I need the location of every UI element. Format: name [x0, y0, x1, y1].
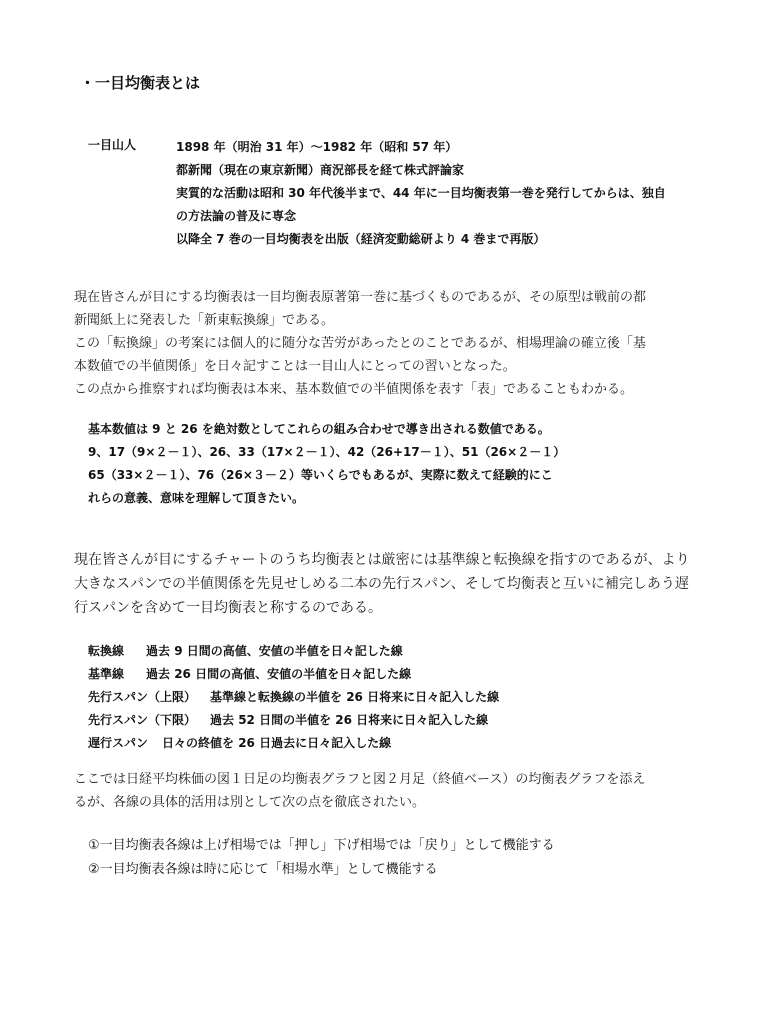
usage-paragraph	[74, 768, 704, 814]
bio-label: 一目山人	[88, 138, 137, 152]
line-definitions	[88, 640, 499, 755]
line-name: 遅行スパン	[88, 736, 149, 750]
text-line: 行スパンを含めて一目均衡表と称するのである。	[74, 600, 382, 616]
text-line: 新聞紙上に発表した「新東転換線」である。	[74, 313, 335, 328]
text-line: この点から推察すれば均衡表は本来、基本数値での半値関係を表す「表」であることもわかる。	[74, 382, 634, 397]
line-definition-row	[88, 686, 499, 709]
text-line: 65（33×２－１）、76（26×３－２）等いくらでもあるが、実際に数えて経験的にこ	[88, 468, 553, 482]
bio-line: の方法論の普及に専念	[176, 209, 297, 223]
text-line: 本数値での半値関係」を日々記すことは一目山人にとっての習いとなった。	[74, 359, 516, 374]
text-line: ここでは日経平均株価の図１日足の均衡表グラフと図２月足（終値ベース）の均衡表グラフを添え	[74, 772, 646, 787]
line-description: 日々の終値を 26 日過去に日々記入した線	[162, 736, 392, 750]
bio-line: 実質的な活動は昭和 30 年代後半まで、44 年に一目均衡表第一巻を発行してからは、独自	[176, 186, 666, 200]
bio-line: 都新聞（現在の東京新聞）商況部長を経て株式評論家	[176, 163, 465, 177]
line-description: 過去 9 日間の高値、安値の半値を日々記した線	[146, 644, 403, 658]
line-name: 先行スパン（下限）	[88, 713, 197, 727]
basic-numbers-block	[88, 418, 565, 510]
section-title: ・一目均衡表とは	[80, 74, 201, 92]
line-description: 基準線と転換線の半値を 26 日将来に日々記入した線	[210, 690, 500, 704]
text-line: 大きなスパンでの半値関係を先見せしめる二本の先行スパン、そして均衡表と互いに補完しあう遅	[74, 576, 689, 592]
line-definition-row	[88, 663, 499, 686]
bio-lines	[176, 136, 696, 251]
definition-paragraph	[74, 548, 704, 620]
line-definition-row	[88, 732, 499, 755]
text-line: 9、17（9×２－１）、26、33（17×２－１）、42（26+17－１）、51（26×２－１）	[88, 445, 566, 459]
text-line: 現在皆さんが目にする均衡表は一目均衡表原著第一巻に基づくものであるが、その原型は戦前の都	[74, 290, 647, 305]
text-line: この「転換線」の考案には個人的に随分な苦労があったとのことであるが、相場理論の確立後「基	[74, 336, 646, 351]
line-name: 基準線	[88, 667, 125, 681]
line-definition-row	[88, 709, 499, 732]
text-line: 現在皆さんが目にするチャートのうち均衡表とは厳密には基準線と転換線を指すのであるが、より	[74, 552, 690, 568]
text-line: れらの意義、意味を理解して頂きたい。	[88, 491, 305, 505]
text-line: るが、各線の具体的活用は別として次の点を徹底されたい。	[74, 795, 426, 810]
line-description: 過去 52 日間の半値を 26 日将来に日々記入した線	[210, 713, 489, 727]
line-definition-row	[88, 640, 499, 663]
line-name: 転換線	[88, 644, 125, 658]
line-description: 過去 26 日間の高値、安値の半値を日々記した線	[146, 667, 412, 681]
bio-line: 1898 年（明治 31 年）～1982 年（昭和 57 年）	[176, 140, 458, 154]
history-paragraph	[74, 286, 704, 401]
key-point: ①一目均衡表各線は上げ相場では「押し」下げ相場では「戻り」として機能する	[88, 838, 555, 853]
key-points	[88, 834, 555, 882]
text-line: 基本数値は 9 と 26 を絶対数としてこれらの組み合わせで導き出される数値である。	[88, 422, 550, 436]
line-name: 先行スパン（上限）	[88, 690, 197, 704]
key-point: ②一目均衡表各線は時に応じて「相場水準」として機能する	[88, 862, 438, 877]
bio-line: 以降全 7 巻の一目均衡表を出版（経済変動総研より 4 巻まで再版）	[176, 232, 546, 246]
